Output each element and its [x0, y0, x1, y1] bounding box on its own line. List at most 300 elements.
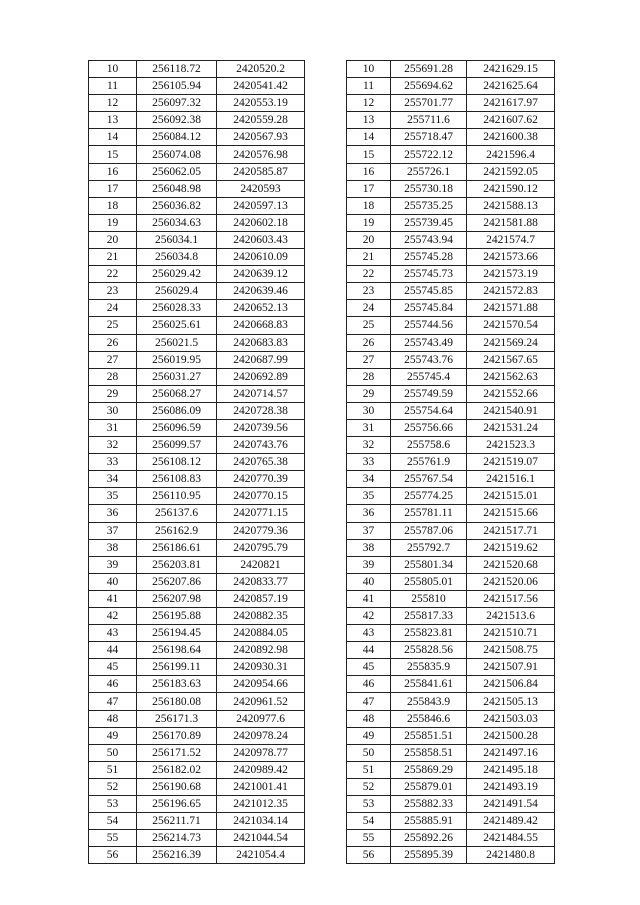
point-number-cell: 13: [89, 112, 137, 129]
y-coordinate-cell: 2420668.83: [217, 317, 305, 334]
x-coordinate-cell: 255828.56: [391, 642, 467, 659]
y-coordinate-cell: 2421581.88: [467, 214, 555, 231]
x-coordinate-cell: 255701.77: [391, 95, 467, 112]
y-coordinate-cell: 2420553.19: [217, 95, 305, 112]
point-number-cell: 38: [89, 539, 137, 556]
table-row: [347, 214, 555, 231]
x-coordinate-cell: 256211.71: [137, 813, 217, 830]
y-coordinate-cell: 2420989.42: [217, 761, 305, 778]
point-number-cell: 13: [347, 112, 391, 129]
table-row: [347, 437, 555, 454]
point-number-cell: 51: [89, 761, 137, 778]
y-coordinate-cell: 2421531.24: [467, 419, 555, 436]
x-coordinate-cell: 256034.63: [137, 214, 217, 231]
point-number-cell: 17: [89, 180, 137, 197]
y-coordinate-cell: 2420714.57: [217, 385, 305, 402]
point-number-cell: 46: [89, 676, 137, 693]
y-coordinate-cell: 2421523.3: [467, 437, 555, 454]
table-row: [347, 796, 555, 813]
point-number-cell: 52: [89, 778, 137, 795]
table-row: [89, 847, 305, 864]
x-coordinate-cell: 255756.66: [391, 419, 467, 436]
y-coordinate-cell: 2421574.7: [467, 231, 555, 248]
point-number-cell: 48: [347, 710, 391, 727]
y-coordinate-cell: 2421600.38: [467, 129, 555, 146]
table-row: [347, 402, 555, 419]
point-number-cell: 36: [89, 505, 137, 522]
y-coordinate-cell: 2421592.05: [467, 163, 555, 180]
x-coordinate-cell: 256137.6: [137, 505, 217, 522]
y-coordinate-cell: 2420739.56: [217, 419, 305, 436]
table-row: [347, 300, 555, 317]
table-row: [89, 727, 305, 744]
x-coordinate-cell: 256031.27: [137, 368, 217, 385]
x-coordinate-cell: 255745.73: [391, 266, 467, 283]
x-coordinate-cell: 255749.59: [391, 385, 467, 402]
table-row: [89, 608, 305, 625]
point-number-cell: 15: [89, 146, 137, 163]
x-coordinate-cell: 256021.5: [137, 334, 217, 351]
table-row: [347, 642, 555, 659]
y-coordinate-cell: 2421044.54: [217, 830, 305, 847]
y-coordinate-cell: 2421517.71: [467, 522, 555, 539]
x-coordinate-cell: 255787.06: [391, 522, 467, 539]
table-row: [89, 368, 305, 385]
y-coordinate-cell: 2421573.66: [467, 249, 555, 266]
x-coordinate-cell: 255892.26: [391, 830, 467, 847]
table-row: [89, 522, 305, 539]
point-number-cell: 20: [347, 231, 391, 248]
y-coordinate-cell: 2421508.75: [467, 642, 555, 659]
x-coordinate-cell: 256084.12: [137, 129, 217, 146]
point-number-cell: 55: [89, 830, 137, 847]
point-number-cell: 41: [89, 590, 137, 607]
table-row: [89, 419, 305, 436]
y-coordinate-cell: 2420882.35: [217, 608, 305, 625]
point-number-cell: 23: [89, 283, 137, 300]
point-number-cell: 49: [89, 727, 137, 744]
x-coordinate-cell: 256036.82: [137, 197, 217, 214]
point-number-cell: 16: [89, 163, 137, 180]
table-row: [347, 180, 555, 197]
x-coordinate-cell: 255711.6: [391, 112, 467, 129]
x-coordinate-cell: 255718.47: [391, 129, 467, 146]
table-row: [89, 402, 305, 419]
point-number-cell: 12: [89, 95, 137, 112]
table-row: [347, 78, 555, 95]
x-coordinate-cell: 255730.18: [391, 180, 467, 197]
point-number-cell: 27: [347, 351, 391, 368]
table-row: [347, 334, 555, 351]
x-coordinate-cell: 255761.9: [391, 454, 467, 471]
y-coordinate-cell: 2420728.38: [217, 402, 305, 419]
point-number-cell: 34: [347, 471, 391, 488]
y-coordinate-cell: 2421570.54: [467, 317, 555, 334]
y-coordinate-cell: 2420930.31: [217, 659, 305, 676]
y-coordinate-cell: 2420593: [217, 180, 305, 197]
point-number-cell: 24: [347, 300, 391, 317]
point-number-cell: 45: [347, 659, 391, 676]
point-number-cell: 45: [89, 659, 137, 676]
point-number-cell: 22: [89, 266, 137, 283]
x-coordinate-cell: 256028.33: [137, 300, 217, 317]
table-row: [347, 266, 555, 283]
point-number-cell: 40: [347, 573, 391, 590]
x-coordinate-cell: 255792.7: [391, 539, 467, 556]
y-coordinate-cell: 2421517.56: [467, 590, 555, 607]
y-coordinate-cell: 2421572.83: [467, 283, 555, 300]
x-coordinate-cell: 256203.81: [137, 556, 217, 573]
table-row: [347, 249, 555, 266]
table-row: [89, 214, 305, 231]
x-coordinate-cell: 256186.61: [137, 539, 217, 556]
point-number-cell: 34: [89, 471, 137, 488]
point-number-cell: 42: [89, 608, 137, 625]
point-number-cell: 47: [347, 693, 391, 710]
point-number-cell: 18: [89, 197, 137, 214]
point-number-cell: 36: [347, 505, 391, 522]
point-number-cell: 11: [347, 78, 391, 95]
x-coordinate-cell: 256108.83: [137, 471, 217, 488]
y-coordinate-cell: 2421497.16: [467, 744, 555, 761]
x-coordinate-cell: 255739.45: [391, 214, 467, 231]
x-coordinate-cell: 256034.1: [137, 231, 217, 248]
point-number-cell: 47: [89, 693, 137, 710]
y-coordinate-cell: 2421507.91: [467, 659, 555, 676]
x-coordinate-cell: 256195.88: [137, 608, 217, 625]
y-coordinate-cell: 2421510.71: [467, 625, 555, 642]
point-number-cell: 54: [347, 813, 391, 830]
table-row: [89, 249, 305, 266]
point-number-cell: 43: [347, 625, 391, 642]
y-coordinate-cell: 2421001.41: [217, 778, 305, 795]
y-coordinate-cell: 2420833.77: [217, 573, 305, 590]
table-row: [347, 813, 555, 830]
table-row: [347, 488, 555, 505]
table-row: [89, 471, 305, 488]
x-coordinate-cell: 255743.94: [391, 231, 467, 248]
y-coordinate-cell: 2420541.42: [217, 78, 305, 95]
y-coordinate-cell: 2420687.99: [217, 351, 305, 368]
point-number-cell: 39: [347, 556, 391, 573]
x-coordinate-cell: 255744.56: [391, 317, 467, 334]
y-coordinate-cell: 2420652.13: [217, 300, 305, 317]
table-row: [347, 727, 555, 744]
table-row: [89, 146, 305, 163]
table-row: [89, 163, 305, 180]
x-coordinate-cell: 256118.72: [137, 61, 217, 78]
point-number-cell: 52: [347, 778, 391, 795]
y-coordinate-cell: 2420765.38: [217, 454, 305, 471]
point-number-cell: 32: [89, 437, 137, 454]
y-coordinate-cell: 2421513.6: [467, 608, 555, 625]
point-number-cell: 14: [89, 129, 137, 146]
table-row: [89, 744, 305, 761]
y-coordinate-cell: 2421495.18: [467, 761, 555, 778]
y-coordinate-cell: 2421503.03: [467, 710, 555, 727]
y-coordinate-cell: 2420821: [217, 556, 305, 573]
point-number-cell: 22: [347, 266, 391, 283]
point-number-cell: 19: [347, 214, 391, 231]
table-row: [347, 471, 555, 488]
y-coordinate-cell: 2421516.1: [467, 471, 555, 488]
y-coordinate-cell: 2421520.68: [467, 556, 555, 573]
right-coordinate-table: [346, 60, 555, 864]
table-row: [347, 625, 555, 642]
point-number-cell: 33: [347, 454, 391, 471]
x-coordinate-cell: 256029.4: [137, 283, 217, 300]
point-number-cell: 25: [89, 317, 137, 334]
y-coordinate-cell: 2421515.01: [467, 488, 555, 505]
point-number-cell: 51: [347, 761, 391, 778]
table-row: [89, 231, 305, 248]
table-row: [347, 283, 555, 300]
x-coordinate-cell: 255735.25: [391, 197, 467, 214]
table-row: [347, 351, 555, 368]
y-coordinate-cell: 2420603.43: [217, 231, 305, 248]
point-number-cell: 12: [347, 95, 391, 112]
y-coordinate-cell: 2421480.8: [467, 847, 555, 864]
y-coordinate-cell: 2421588.13: [467, 197, 555, 214]
y-coordinate-cell: 2420857.19: [217, 590, 305, 607]
x-coordinate-cell: 256180.08: [137, 693, 217, 710]
x-coordinate-cell: 256207.98: [137, 590, 217, 607]
table-row: [89, 796, 305, 813]
x-coordinate-cell: 255851.51: [391, 727, 467, 744]
table-row: [89, 590, 305, 607]
x-coordinate-cell: 255895.39: [391, 847, 467, 864]
x-coordinate-cell: 255817.33: [391, 608, 467, 625]
point-number-cell: 56: [89, 847, 137, 864]
table-row: [89, 300, 305, 317]
y-coordinate-cell: 2421590.12: [467, 180, 555, 197]
x-coordinate-cell: 255869.29: [391, 761, 467, 778]
point-number-cell: 29: [89, 385, 137, 402]
table-row: [347, 385, 555, 402]
x-coordinate-cell: 255767.54: [391, 471, 467, 488]
x-coordinate-cell: 256097.32: [137, 95, 217, 112]
table-row: [89, 813, 305, 830]
x-coordinate-cell: 255835.9: [391, 659, 467, 676]
point-number-cell: 50: [347, 744, 391, 761]
point-number-cell: 44: [89, 642, 137, 659]
x-coordinate-cell: 256029.42: [137, 266, 217, 283]
x-coordinate-cell: 255805.01: [391, 573, 467, 590]
x-coordinate-cell: 255722.12: [391, 146, 467, 163]
x-coordinate-cell: 256207.86: [137, 573, 217, 590]
y-coordinate-cell: 2421607.62: [467, 112, 555, 129]
y-coordinate-cell: 2420576.98: [217, 146, 305, 163]
table-row: [89, 351, 305, 368]
point-number-cell: 24: [89, 300, 137, 317]
point-number-cell: 28: [89, 368, 137, 385]
table-row: [347, 95, 555, 112]
table-row: [89, 778, 305, 795]
point-number-cell: 30: [89, 402, 137, 419]
x-coordinate-cell: 256214.73: [137, 830, 217, 847]
table-row: [89, 676, 305, 693]
y-coordinate-cell: 2421034.14: [217, 813, 305, 830]
x-coordinate-cell: 256096.59: [137, 419, 217, 436]
table-row: [347, 112, 555, 129]
y-coordinate-cell: 2420743.76: [217, 437, 305, 454]
point-number-cell: 41: [347, 590, 391, 607]
point-number-cell: 16: [347, 163, 391, 180]
point-number-cell: 21: [89, 249, 137, 266]
y-coordinate-cell: 2421054.4: [217, 847, 305, 864]
table-row: [89, 642, 305, 659]
point-number-cell: 53: [347, 796, 391, 813]
x-coordinate-cell: 255781.11: [391, 505, 467, 522]
table-row: [347, 590, 555, 607]
x-coordinate-cell: 256062.05: [137, 163, 217, 180]
x-coordinate-cell: 255858.51: [391, 744, 467, 761]
x-coordinate-cell: 256194.45: [137, 625, 217, 642]
table-row: [89, 761, 305, 778]
x-coordinate-cell: 255843.9: [391, 693, 467, 710]
table-row: [347, 556, 555, 573]
y-coordinate-cell: 2420610.09: [217, 249, 305, 266]
x-coordinate-cell: 256108.12: [137, 454, 217, 471]
y-coordinate-cell: 2421567.65: [467, 351, 555, 368]
table-row: [89, 539, 305, 556]
y-coordinate-cell: 2421596.4: [467, 146, 555, 163]
y-coordinate-cell: 2420884.05: [217, 625, 305, 642]
table-row: [89, 78, 305, 95]
x-coordinate-cell: 256171.52: [137, 744, 217, 761]
x-coordinate-cell: 256025.61: [137, 317, 217, 334]
table-row: [347, 61, 555, 78]
table-row: [89, 693, 305, 710]
y-coordinate-cell: 2421519.62: [467, 539, 555, 556]
x-coordinate-cell: 256162.9: [137, 522, 217, 539]
table-row: [347, 573, 555, 590]
x-coordinate-cell: 255745.4: [391, 368, 467, 385]
point-number-cell: 10: [89, 61, 137, 78]
table-row: [89, 180, 305, 197]
table-row: [89, 197, 305, 214]
point-number-cell: 40: [89, 573, 137, 590]
x-coordinate-cell: 256068.27: [137, 385, 217, 402]
x-coordinate-cell: 255774.25: [391, 488, 467, 505]
x-coordinate-cell: 255745.28: [391, 249, 467, 266]
x-coordinate-cell: 256196.65: [137, 796, 217, 813]
x-coordinate-cell: 255758.6: [391, 437, 467, 454]
y-coordinate-cell: 2421515.66: [467, 505, 555, 522]
table-row: [89, 437, 305, 454]
table-row: [347, 454, 555, 471]
table-row: [89, 625, 305, 642]
y-coordinate-cell: 2420520.2: [217, 61, 305, 78]
x-coordinate-cell: 255846.6: [391, 710, 467, 727]
point-number-cell: 14: [347, 129, 391, 146]
y-coordinate-cell: 2421493.19: [467, 778, 555, 795]
x-coordinate-cell: 255691.28: [391, 61, 467, 78]
table-row: [89, 385, 305, 402]
point-number-cell: 23: [347, 283, 391, 300]
y-coordinate-cell: 2421500.28: [467, 727, 555, 744]
x-coordinate-cell: 255726.1: [391, 163, 467, 180]
table-row: [347, 317, 555, 334]
table-row: [89, 505, 305, 522]
table-row: [347, 830, 555, 847]
x-coordinate-cell: 256110.95: [137, 488, 217, 505]
table-row: [347, 539, 555, 556]
point-number-cell: 46: [347, 676, 391, 693]
y-coordinate-cell: 2421573.19: [467, 266, 555, 283]
point-number-cell: 19: [89, 214, 137, 231]
x-coordinate-cell: 256019.95: [137, 351, 217, 368]
y-coordinate-cell: 2420978.24: [217, 727, 305, 744]
table-row: [347, 146, 555, 163]
y-coordinate-cell: 2420567.93: [217, 129, 305, 146]
y-coordinate-cell: 2421012.35: [217, 796, 305, 813]
point-number-cell: 32: [347, 437, 391, 454]
table-row: [89, 454, 305, 471]
y-coordinate-cell: 2420779.36: [217, 522, 305, 539]
point-number-cell: 44: [347, 642, 391, 659]
x-coordinate-cell: 255882.33: [391, 796, 467, 813]
x-coordinate-cell: 256105.94: [137, 78, 217, 95]
y-coordinate-cell: 2421491.54: [467, 796, 555, 813]
y-coordinate-cell: 2421540.91: [467, 402, 555, 419]
table-row: [347, 761, 555, 778]
point-number-cell: 54: [89, 813, 137, 830]
table-row: [347, 419, 555, 436]
y-coordinate-cell: 2420639.12: [217, 266, 305, 283]
x-coordinate-cell: 256048.98: [137, 180, 217, 197]
table-row: [347, 744, 555, 761]
point-number-cell: 37: [89, 522, 137, 539]
point-number-cell: 35: [89, 488, 137, 505]
y-coordinate-cell: 2421520.06: [467, 573, 555, 590]
point-number-cell: 25: [347, 317, 391, 334]
point-number-cell: 42: [347, 608, 391, 625]
y-coordinate-cell: 2420639.46: [217, 283, 305, 300]
point-number-cell: 33: [89, 454, 137, 471]
x-coordinate-cell: 255743.49: [391, 334, 467, 351]
y-coordinate-cell: 2420954.66: [217, 676, 305, 693]
x-coordinate-cell: 256034.8: [137, 249, 217, 266]
y-coordinate-cell: 2421625.64: [467, 78, 555, 95]
point-number-cell: 11: [89, 78, 137, 95]
point-number-cell: 49: [347, 727, 391, 744]
point-number-cell: 55: [347, 830, 391, 847]
point-number-cell: 21: [347, 249, 391, 266]
point-number-cell: 38: [347, 539, 391, 556]
point-number-cell: 50: [89, 744, 137, 761]
point-number-cell: 26: [347, 334, 391, 351]
x-coordinate-cell: 256171.3: [137, 710, 217, 727]
point-number-cell: 29: [347, 385, 391, 402]
x-coordinate-cell: 256170.89: [137, 727, 217, 744]
y-coordinate-cell: 2420692.89: [217, 368, 305, 385]
point-number-cell: 35: [347, 488, 391, 505]
y-coordinate-cell: 2421489.42: [467, 813, 555, 830]
point-number-cell: 10: [347, 61, 391, 78]
point-number-cell: 43: [89, 625, 137, 642]
y-coordinate-cell: 2420683.83: [217, 334, 305, 351]
table-row: [347, 163, 555, 180]
y-coordinate-cell: 2420597.13: [217, 197, 305, 214]
table-row: [89, 830, 305, 847]
table-row: [89, 61, 305, 78]
x-coordinate-cell: 255810: [391, 590, 467, 607]
point-number-cell: 37: [347, 522, 391, 539]
y-coordinate-cell: 2421569.24: [467, 334, 555, 351]
y-coordinate-cell: 2421484.55: [467, 830, 555, 847]
table-row: [89, 283, 305, 300]
